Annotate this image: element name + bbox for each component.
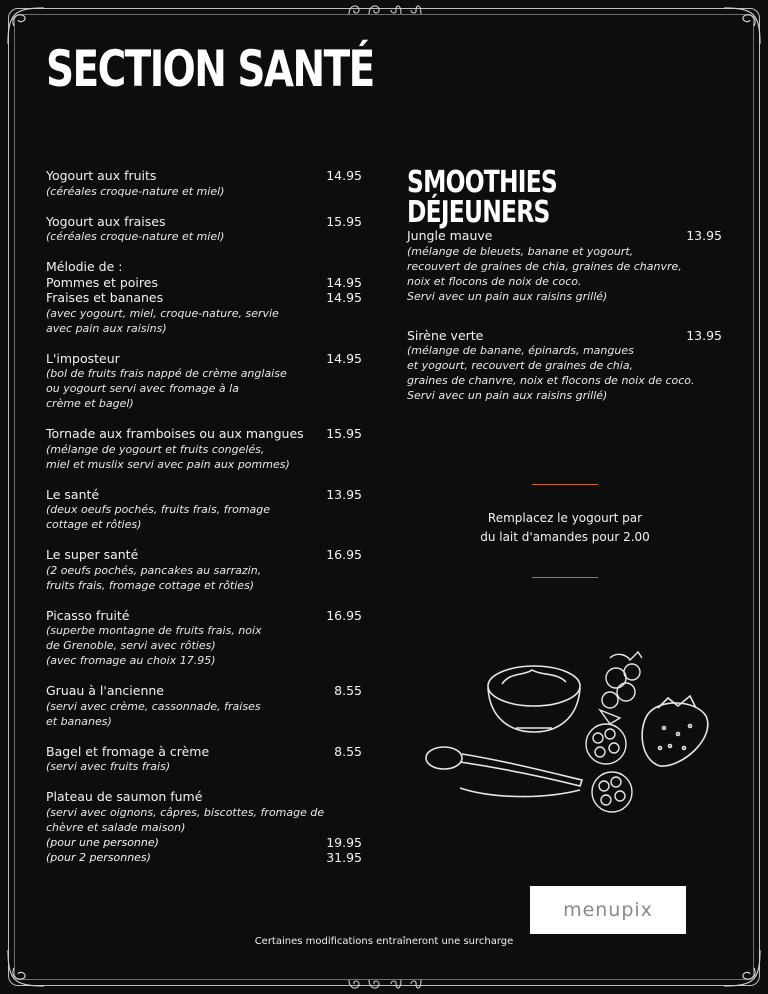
note-text [470,509,660,547]
bowl-icon [488,666,580,732]
menu-item [46,608,362,669]
item-price: 13.95 [326,486,362,502]
item-description: (servi avec fruits frais) [46,760,171,773]
smoothies-title: SMOOTHIES DÉJEUNERS [407,165,558,230]
item-description: chèvre et salade maison) [46,820,186,834]
divider [532,484,598,485]
item-price: 15.95 [326,213,362,229]
item-description: graines de chanvre, noix et flocons de noix de coco. [407,374,695,387]
item-description: (céréales croque-nature et miel) [46,230,225,243]
item-description: (céréales croque-nature et miel) [46,184,225,198]
item-price: 19.95 [326,834,362,850]
note-line: du lait d'amandes pour 2.00 [480,530,650,544]
item-price: 16.95 [326,607,362,623]
item-name: Tornade aux framboises ou aux mangues [46,426,304,441]
menu-item [46,214,362,245]
item-description: fruits frais, fromage cottage et rôties) [46,578,255,592]
item-price: 14.95 [326,168,362,183]
berries-icon [600,652,642,724]
item-description: et bananes) [46,714,112,728]
item-description: noix et flocons de noix de coco. [407,274,582,288]
item-name: Yogourt aux fraises [46,213,166,229]
menu-item [46,789,362,865]
item-name: Plateau de saumon fumé [46,789,203,804]
item-description: cottage et rôties) [46,518,142,531]
menu-item [46,426,362,472]
item-description: (deux oeufs pochés, fruits frais, fromage [46,503,271,516]
item-price: 8.55 [334,743,362,759]
item-name: Yogourt aux fruits [46,168,157,183]
menu-item [46,744,362,775]
item-name: Picasso fruité [46,607,130,623]
item-price: 14.95 [326,350,362,366]
swirl-ornament-icon [345,2,425,18]
item-description: ou yogourt servi avec fromage à la [46,382,239,395]
item-price: 8.55 [334,683,362,698]
item-variant-name: Fraises et bananes [46,290,164,305]
item-name: Mélodie de : [46,259,123,274]
item-description: (avec yogourt, miel, croque-nature, servie [46,306,279,320]
item-description: (servi avec crème, cassonnade, fraises [46,699,261,713]
item-name: Le santé [46,486,100,502]
swirl-ornament-icon [345,976,425,992]
item-name: Gruau à l'ancienne [46,683,164,698]
item-description: (bol de fruits frais nappé de crème anglaise [46,367,287,380]
watermark-logo: menupix [530,886,686,934]
item-description: (mélange de yogourt et fruits congelés, [46,442,265,456]
menu-item [407,228,722,304]
corner-ornament-icon [720,4,764,48]
item-description: crème et bagel) [46,397,134,410]
item-description: miel et muslix servi avec pain aux pommes) [46,457,290,471]
menu-item [46,487,362,533]
smoothies-list [407,228,722,427]
corner-ornament-icon [720,946,764,990]
menu-item [46,547,362,593]
divider [532,577,598,578]
item-name: L'imposteur [46,350,120,366]
strawberry-icon [642,696,708,766]
item-description: (superbe montagne de fruits frais, noix [46,624,262,637]
item-name: Le super santé [46,547,139,562]
corner-ornament-icon [4,946,48,990]
item-name: Jungle mauve [407,228,493,243]
item-price: 15.95 [326,426,362,441]
menu-item [46,683,362,729]
menu-item [46,259,362,336]
item-name: Bagel et fromage à crème [46,743,210,759]
item-price: 16.95 [326,547,362,562]
item-variant-name: Pommes et poires [46,274,158,290]
item-description: (2 oeufs pochés, pancakes au sarrazin, [46,563,262,577]
item-name: Sirène verte [407,327,484,343]
item-description: (servi avec oignons, câpres, biscottes, fromage de [46,805,325,819]
item-price: 31.95 [326,849,362,865]
item-price: 14.95 [326,290,362,305]
item-option-label: (pour 2 personnes) [46,850,151,864]
breakfast-illustration [420,648,720,818]
substitution-note [470,484,660,578]
item-description: avec pain aux raisins) [46,321,167,335]
item-description: (avec fromage au choix 17.95) [46,654,216,667]
item-description: Servi avec un pain aux raisins grillé) [407,389,608,402]
item-price: 14.95 [326,274,362,290]
menu-item [46,351,362,412]
item-price: 13.95 [686,228,722,243]
item-price: 13.95 [686,327,722,343]
item-description: (mélange de banane, épinards, mangues [407,344,634,357]
health-menu-list [46,168,362,880]
item-description: et yogourt, recouvert de graines de chia, [407,359,634,372]
spoon-icon [426,747,582,797]
note-line: Remplacez le yogourt par [487,511,643,525]
item-description: recouvert de graines de chia, graines de chanvre, [407,259,682,273]
item-description: de Grenoble, servi avec rôties) [46,639,216,652]
footer-note: Certaines modifications entraîneront une surcharge [254,936,514,947]
menu-item [407,328,722,404]
corner-ornament-icon [4,4,48,48]
menu-item [46,168,362,199]
page-title: SECTION SANTÉ [46,40,374,98]
item-description: Servi avec un pain aux raisins grillé) [407,289,608,303]
raspberry-icon [586,724,632,812]
item-option-label: (pour une personne) [46,835,159,849]
item-description: (mélange de bleuets, banane et yogourt, [407,244,634,258]
